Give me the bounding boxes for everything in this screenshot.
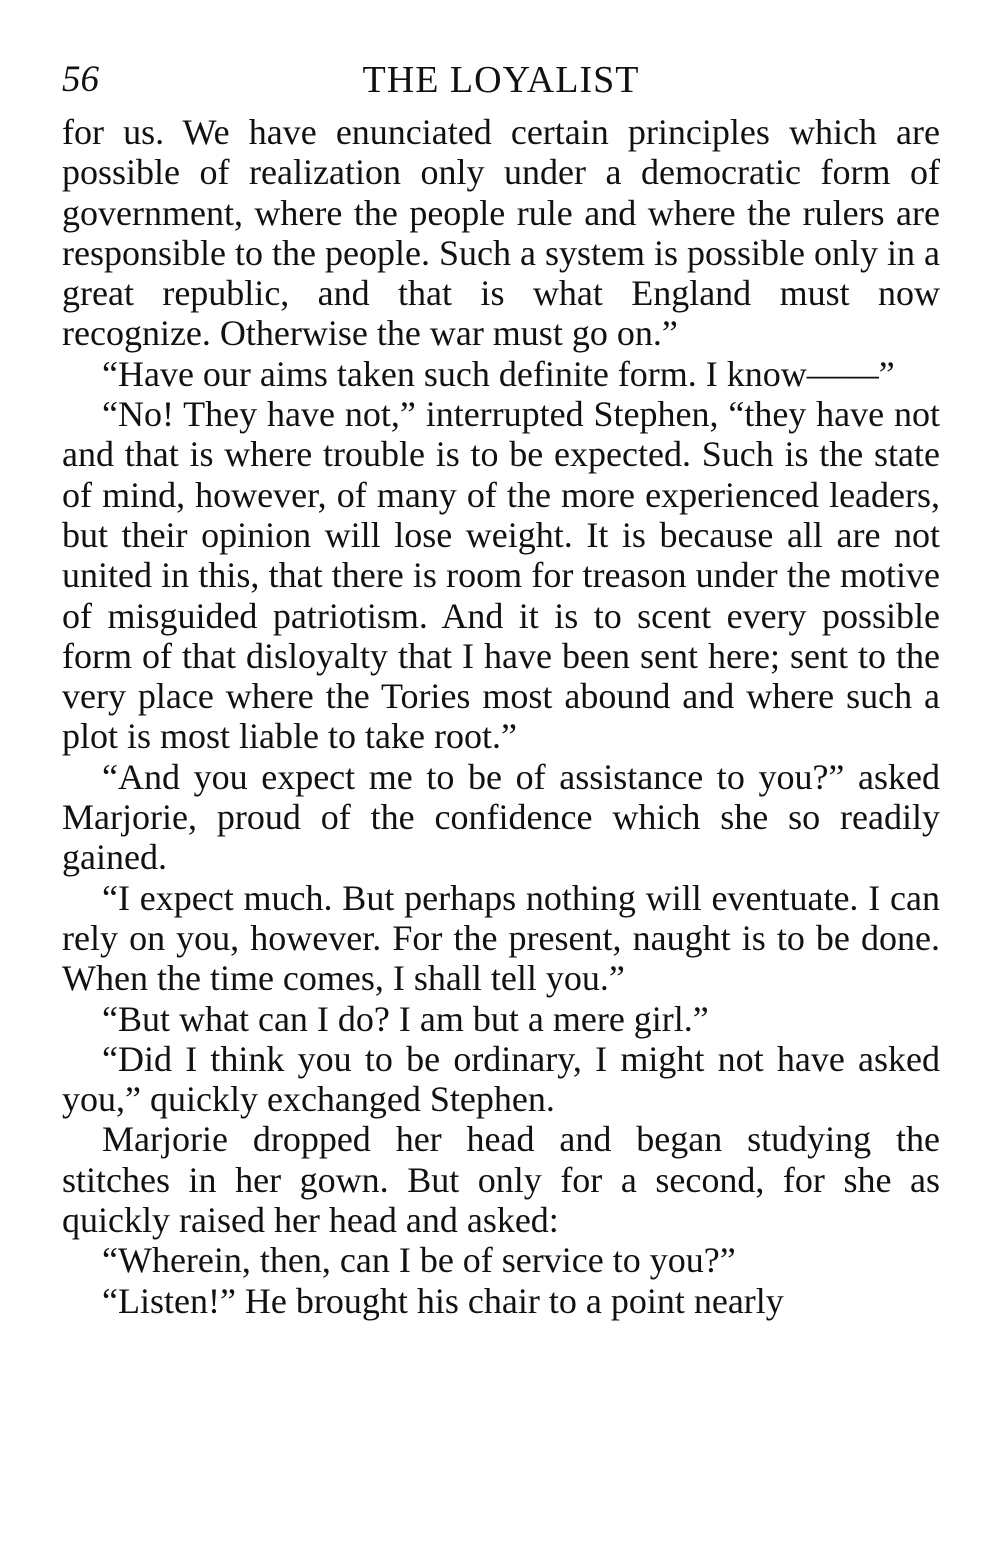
paragraph: for us. We have enunciated certain principles which are possible of realization only under a democratic form of government, where the people rule and where the rulers are responsible to the people. Such a system is possible only in a great republic, and that is what England must now recognize. Otherwise the war must go on.”	[62, 112, 940, 354]
running-title: THE LOYALIST	[362, 59, 640, 101]
paragraph: “But what can I do? I am but a mere girl.”	[102, 998, 709, 1039]
paragraph: “Did I think you to be ordinary, I might not have asked you,” quickly exchanged Stephen.	[62, 1038, 940, 1120]
book-page	[62, 56, 940, 1321]
paragraph: “Listen!” He brought his chair to a point nearly	[102, 1280, 784, 1321]
paragraph: “Wherein, then, can I be of service to you?”	[102, 1240, 736, 1281]
paragraph: Marjorie dropped her head and began studying the stitches in her gown. But only for a second, for she as quickly raised her head and asked:	[62, 1119, 940, 1241]
paragraph: “No! They have not,” interrupted Stephen, “they have not and that is where trouble is to be expected. Such is the state of mind, however, of many of the more experienced leaders, but their opinion will lose weight. It is because all are not united in this, that there is room for treason under the motive of misguided patriotism. And it is to scent every possible form of that disloyalty that I have been sent here; sent to the very place where the Tories most abound and where such a plot is most liable to take root.”	[62, 394, 940, 757]
body-text	[62, 112, 940, 1321]
paragraph: “Have our aims taken such definite form. I know——”	[102, 353, 895, 394]
page-header	[62, 56, 940, 112]
paragraph: “And you expect me to be of assistance to you?” asked Marjorie, proud of the confidence which she so readily gained.	[62, 756, 940, 878]
paragraph: “I expect much. But perhaps nothing will eventuate. I can rely on you, however. For the present, naught is to be done. When the time comes, I shall tell you.”	[62, 877, 940, 999]
page-number: 56	[62, 59, 99, 100]
